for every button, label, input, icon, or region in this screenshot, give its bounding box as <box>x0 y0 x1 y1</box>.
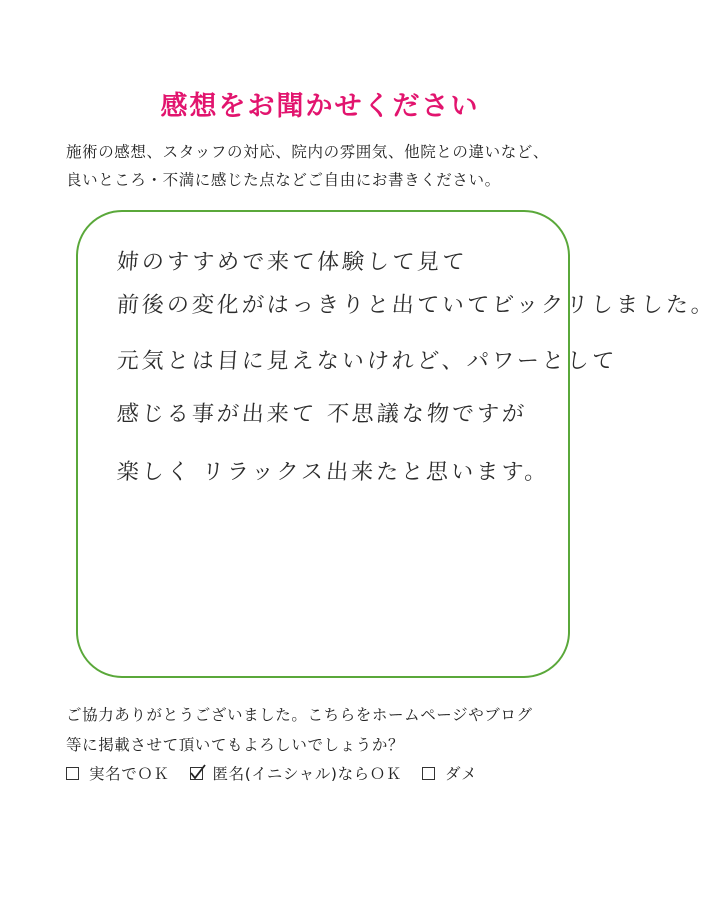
page-title: 感想をお聞かせください <box>160 91 480 122</box>
intro-text <box>66 138 586 194</box>
intro-line: 施術の感想、スタッフの対応、院内の雰囲気、他院との違いなど、 <box>66 143 550 161</box>
checkbox-no[interactable] <box>422 767 435 780</box>
handwritten-line: 姉のすすめで来て体験して見て <box>115 250 468 275</box>
handwritten-line: 元気とは目に見えないけれど、パワーとして <box>115 349 618 374</box>
checkbox-real-name[interactable] <box>66 767 79 780</box>
consent-line: 等に掲載させて頂いてもよろしいでしょうか？ <box>66 736 405 754</box>
handwritten-line: 感じる事が出来て 不思議な物ですが <box>115 402 528 427</box>
option-anonymous[interactable] <box>190 762 402 784</box>
intro-line: 良いところ・不満に感じた点などご自由にお書きください。 <box>66 171 501 189</box>
option-label: 実名でＯＫ <box>89 765 170 783</box>
option-label: 匿名(イニシャル)ならＯＫ <box>212 765 402 783</box>
option-real-name[interactable] <box>66 762 170 784</box>
handwritten-line: 楽しく リラックス出来たと思います。 <box>115 460 551 485</box>
handwritten-line: 前後の変化がはっきりと出ていてビックリしました。 <box>115 293 717 318</box>
consent-options <box>66 762 497 784</box>
option-label: ダメ <box>444 765 478 783</box>
option-no[interactable] <box>422 762 477 784</box>
comment-frame <box>76 210 570 678</box>
consent-question <box>66 700 606 760</box>
checkmark-icon <box>189 764 207 782</box>
consent-line: ご協力ありがとうございました。こちらをホームページやブログ <box>66 706 533 724</box>
checkbox-anonymous[interactable] <box>190 767 203 780</box>
